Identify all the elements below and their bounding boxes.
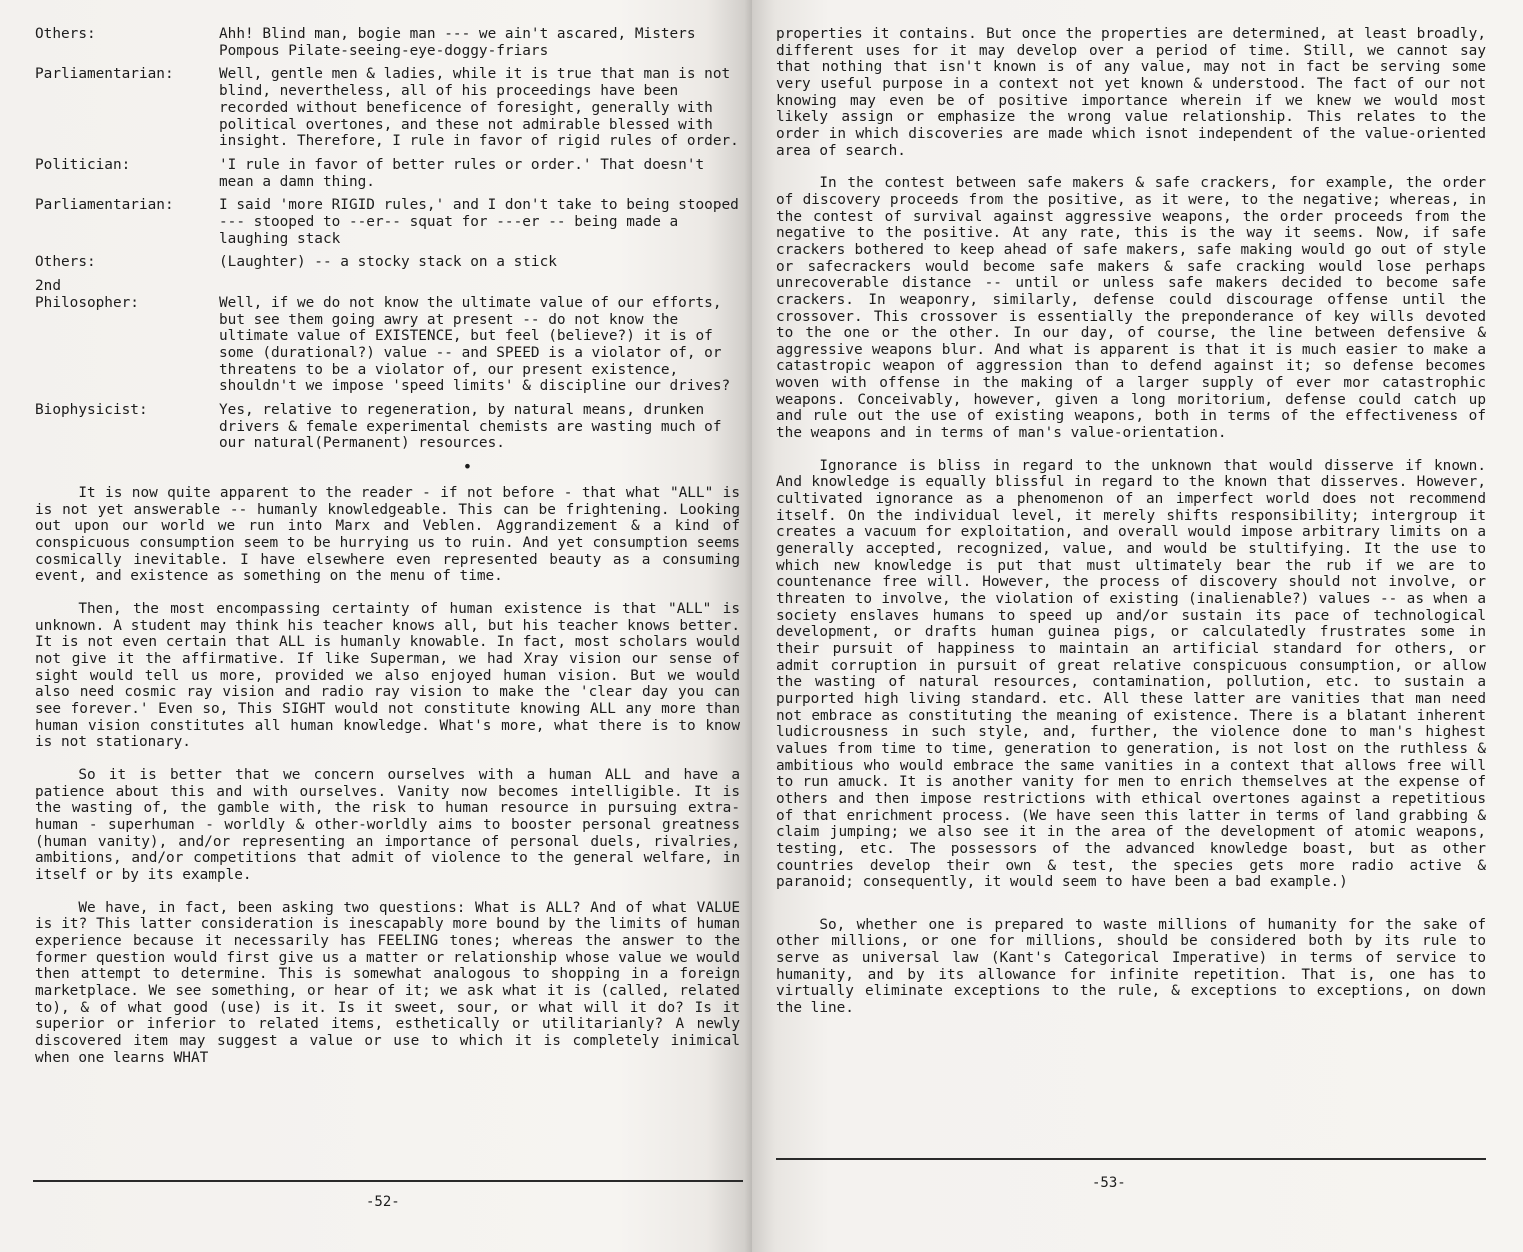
footer-rule — [33, 1180, 743, 1182]
separator-dot: • — [462, 457, 473, 477]
dialogue-speaker: Biophysicist: — [35, 402, 148, 419]
body-paragraph: Ignorance is bliss in regard to the unknown that would disserve if known. And knowledge is equally blissful in regard to the known that disserves. However, cultivated ignorance as a phenomenon of an imperfect world does not recommend itself. On the individual level, it merely shifts responsibility; intergroup it creates a vacuum for exploitation, and overall would impose arbitrary limits on a generally accepted, recognized, value, and would be stultifying. It the use to which new knowledge is put that must ultimately bear the rub if we are to countenance free will. However, the process of discovery should not involve, or threaten to involve, the violation of existing (inalienable?) values -- as when a society enslaves humans to speed up and/or sustain its pace of technological development, or drafts human guinea pigs, or calculatedly frustrates some in their pursuit of happiness to maintain an artificial standard for others, or admit corruption in pursuit of great relative conspicuous consumption, or allow the wasting of natural resources, contamination, pollution, etc. to sustain a purported high living standard. etc. All these latter are vanities that man need not embrace as constituting the meaning of existence. There is a blatant inherent ludicrousness in such style, and, further, the violence done to man's highest values from time to time, generation to generation, is not lost on the ruthless & ambitious who would embrace the same vanities in a context that allows free will to run amuck. It is another vanity for men to enrich themselves at the expense of others and then impose restrictions with ethical overtones against a repetitious of that enrichment process. (We have seen this latter in terms of land grabbing & claim jumping; we also see it in the area of the development of atomic weapons, testing, etc. The possessors of the advanced knowledge boast, but as other countries develop their own & test, the species gets more radio active & paranoid; consequently, it would seem to have been a bad example.) — [776, 457, 1486, 891]
dialogue-line: Well, if we do not know the ultimate value of our efforts, but see them going awry at present -- do not know the ultimate value of EXISTENCE, but feel (believe?) it is of some (durational?) value -- and SPEED is a violator of, or threatens to be a violator of, our present existence, shouldn't we impose 'speed limits' & discipline our drives? — [219, 294, 731, 395]
body-paragraph: properties it contains. But once the properties are determined, at least broadly, different uses for it may develop over a period of time. Still, we cannot say that nothing that isn't known is of any value, may not in fact be serving some very useful purpose in a context not yet known & understood. The fact of our not knowing may even be of positive importance wherein if we knew we would most likely assign or emphasize the wrong value relationship. This relates to the order in which discoveries are made which isnot independent of the value-oriented area of search. — [776, 26, 1486, 159]
body-paragraph: So, whether one is prepared to waste millions of humanity for the sake of other millions, or one for millions, should be considered both by its rule to serve as universal law (Kant's Categorical Imperative) in terms of service to humanity, and by its allowance for infinite repetition. That is, one has to virtually eliminate exceptions to the rule, & exceptions to exceptions, on down the line. — [776, 916, 1486, 1017]
dialogue-speaker: Others: — [35, 254, 96, 271]
dialogue-line: Yes, relative to regeneration, by natural means, drunken drivers & female experimental chemists are wasting much of our natural(Permanent) resources. — [219, 402, 722, 452]
dialogue-line: Well, gentle men & ladies, while it is true that man is not blind, nevertheless, all of his proceedings have been recorded without beneficence of foresight, generally with political overtones, and these not admirable blessed with insight. Therefore, I rule in favor of rigid rules of order. — [219, 66, 739, 150]
body-paragraph: In the contest between safe makers & safe crackers, for example, the order of discovery proceeds from the positive, as it were, to the negative; whereas, in the contest of survival against aggressive weapons, the order proceeds from the negative to the positive. At any rate, this is the way it seems. Now, if safe crackers bothered to keep ahead of safe makers, safe making would go out of style or safecrackers would become safe makers & safe cracking would lose perhaps unrecoverable distance -- until or unless safe makers decided to become safe crackers. In weaponry, similarly, defense could discourage offense until the crossover. This crossover is essentially the preponderance of key wills devoted to the one or the other. In our day, of course, the line between defensive & aggressive weapons blur. And what is apparent is that it is much easier to make a catastropic weapon of aggression than to defend against it; so defense becomes woven with offense in the making of a larger supply of ever mor catastrophic weapons. Conceivably, however, given a long moritorium, defense could catch up and rule out the use of existing weapons, both in terms of the effectiveness of the weapons and in terms of man's value-orientation. — [776, 175, 1486, 442]
dialogue-line: (Laughter) -- a stocky stack on a stick — [219, 254, 557, 271]
dialogue-speaker: Politician: — [35, 156, 131, 173]
dialogue-speaker: Parliamentarian: — [35, 197, 174, 214]
dialogue-line: I said 'more RIGID rules,' and I don't take to being stooped --- stooped to --er-- squat for ---er -- being made a laughing stack — [219, 197, 739, 247]
left-page — [0, 0, 752, 1252]
dialogue-speaker: Others: — [35, 26, 96, 42]
page-number: -52- — [366, 1194, 400, 1210]
footer-rule — [776, 1158, 1486, 1160]
body-paragraph: It is now quite apparent to the reader - if not before - that what "ALL" is is not yet answerable -- humanly knowledgeable. This can be frightening. Looking out upon our world we run into Marx and Veblen. Aggrandizement & a kind of conspicuous consumption seem to be hurrying us to ruin. And yet consumption seems cosmically inevitable. I have elsewhere even represented beauty as a consuming event, and existence as something on the menu of time. — [35, 485, 740, 585]
dialogue-speaker: 2nd Philosopher: — [35, 278, 139, 311]
left-page-body — [35, 26, 740, 1082]
body-paragraph: We have, in fact, been asking two questions: What is ALL? And of what VALUE is it? This latter consideration is inescapably more bound by the limits of human experience because it necessarily has FEELING tones; whereas the answer to the former question would first give us a matter or relationship whose value we would then attempt to determine. This is somewhat analogous to shopping in a foreign marketplace. We see something, or hear of it; we ask what it is (called, related to), & of what good (use) is it. Is it sweet, sour, or what will it do? Is it superior or inferior to related items, esthetically or utilitarianly? A newly discovered item may suggest a value or use to which it is completely inimical when one learns WHAT — [35, 899, 740, 1066]
body-paragraph: Then, the most encompassing certainty of human existence is that "ALL" is unknown. A student may think his teacher knows all, but his teacher knows better. It is not even certain that ALL is humanly knowable. In fact, most scholars would not give it the affirmative. If like Superman, we had Xray vision our sense of sight would tell us more, provided we also enjoyed human vision. But we would also need cosmic ray vision and radio ray vision to make the 'clear day you can see forever.' Even so, This SIGHT would not constitute knowing ALL any more than human vision constitutes all human knowledge. What's more, what there is to know is not stationary. — [35, 601, 740, 751]
right-page-body — [776, 26, 1486, 1033]
dialogue-speaker: Parliamentarian: — [35, 66, 174, 83]
page-number: -53- — [1092, 1175, 1126, 1191]
dialogue-line: Ahh! Blind man, bogie man --- we ain't ascared, Misters Pompous Pilate-seeing-eye-doggy-friars — [219, 26, 696, 59]
right-page — [752, 0, 1523, 1252]
dialogue-block — [35, 26, 740, 459]
dialogue-line: 'I rule in favor of better rules or order.' That doesn't mean a damn thing. — [219, 156, 705, 190]
body-paragraph: So it is better that we concern ourselves with a human ALL and have a patience about this and with ourselves. Vanity now becomes intelligible. It is the wasting of, the gamble with, the risk to human resource in pursuing extra-human - superhuman - worldly & other-worldly aims to booster personal greatness (human vanity), and/or representing an importance of personal duels, rivalries, ambitions, and/or competitions that admit of violence to the general welfare, in itself or by its example. — [35, 767, 740, 883]
